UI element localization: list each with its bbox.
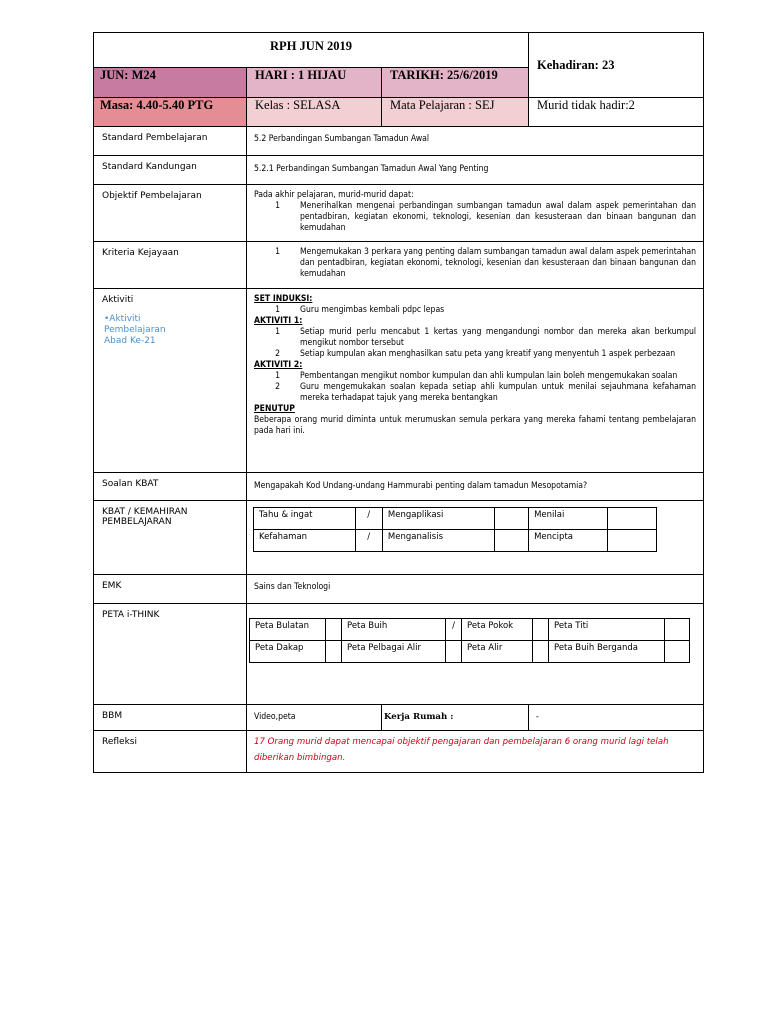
aktiviti-2-heading: AKTIVITI 2: xyxy=(254,360,303,370)
mata-pelajaran: Mata Pelajaran : SEJ xyxy=(382,98,529,127)
jun-code: JUN: M24 xyxy=(94,68,247,98)
list-item: 1 Mengemukakan 3 perkara yang penting dalam sumbangan tamadun awal dalam aspek pemerintahan dan pentadbiran, kegiatan ekonomi, teknologi, kesenian dan kesusteraan dan binaan bangunan dan kemudahan xyxy=(275,247,697,279)
aktiviti-1-heading: AKTIVITI 1: xyxy=(254,316,303,326)
kbat-grid xyxy=(253,507,657,552)
peta-check xyxy=(533,641,549,663)
peta-label: PETA i-THINK xyxy=(94,604,247,705)
list-item: 2 Guru mengemukakan soalan kepada setiap ahli kumpulan untuk menilai sejauhmana kefahaman mereka terhadapat tajuk yang mereka bentangkan xyxy=(275,382,697,403)
penutup-text: Beberapa orang murid diminta untuk merumuskan semula perkara yang mereka fahami tentang pembelajaran pada hari ini. xyxy=(254,415,697,436)
lesson-plan xyxy=(93,32,703,773)
kbat-check xyxy=(494,508,529,530)
hari: HARI : 1 HIJAU xyxy=(247,68,382,98)
list-item: 1 Menerihalkan mengenai perbandingan sumbangan tamadun awal dalam aspek pemerintahan dan pentadbiran, kegiatan ekonomi, teknologi, kesenian dan kesusteraan dan binaan bangunan dan kemudahan xyxy=(275,201,697,233)
peta-check xyxy=(326,619,342,641)
kbat-cell: Mengaplikasi xyxy=(382,508,494,530)
objektif-content xyxy=(247,185,704,242)
penutup-heading: PENUTUP xyxy=(254,404,295,414)
kriteria-content xyxy=(247,242,704,289)
soalan-kbat-value: Mengapakah Kod Undang-undang Hammurabi penting dalam tamadun Mesopotamia? xyxy=(247,473,704,501)
kbat-cell xyxy=(247,501,704,575)
standard-pembelajaran-value: 5.2 Perbandingan Sumbangan Tamadun Awal xyxy=(247,127,704,156)
aktiviti-label-cell xyxy=(94,289,247,473)
kbat-check xyxy=(494,530,529,552)
list-item: 1 Guru mengimbas kembali pdpc lepas xyxy=(275,305,445,315)
refleksi-label: Refleksi xyxy=(94,731,247,773)
peta-check xyxy=(665,619,690,641)
peta-cell: Peta Alir xyxy=(462,641,533,663)
kerja-rumah-label: Kerja Rumah : xyxy=(382,705,529,731)
list-item: 1 Pembentangan mengikut nombor kumpulan dan ahli kumpulan lain boleh mengemukakan soalan xyxy=(275,371,678,381)
peta-cell: Peta Bulatan xyxy=(250,619,326,641)
peta-grid xyxy=(249,618,690,663)
kbat-cell: Kefahaman xyxy=(254,530,356,552)
kbat-check: / xyxy=(355,530,382,552)
peta-cell: Peta Pelbagai Alir xyxy=(342,641,446,663)
peta-cell: Peta Buih xyxy=(342,619,446,641)
kriteria-label: Kriteria Kejayaan xyxy=(94,242,247,289)
standard-kandungan-value: 5.2.1 Perbandingan Sumbangan Tamadun Awal Yang Penting xyxy=(247,156,704,185)
lesson-plan-table xyxy=(93,32,704,773)
tarikh: TARIKH: 25/6/2019 xyxy=(382,68,529,98)
plan-title: RPH JUN 2019 xyxy=(94,33,529,68)
set-induksi-heading: SET INDUKSI: xyxy=(254,294,313,304)
list-item: 2 Setiap kumpulan akan menghasilkan satu peta yang kreatif yang menyentuh 1 aspek perbezaan xyxy=(275,349,676,359)
abad-21-note: •Aktiviti Pembelajaran Abad Ke-21 xyxy=(104,314,166,346)
bbm-label: BBM xyxy=(94,705,247,731)
peta-cell: Peta Buih Berganda xyxy=(549,641,665,663)
peta-cell xyxy=(247,604,704,705)
peta-cell: Peta Pokok xyxy=(462,619,533,641)
kerja-rumah-value: - xyxy=(529,705,704,731)
peta-check xyxy=(533,619,549,641)
murid-tidak-hadir: Murid tidak hadir:2 xyxy=(529,98,704,127)
objektif-intro: Pada akhir pelajaran, murid-murid dapat: xyxy=(254,190,414,200)
masa: Masa: 4.40-5.40 PTG xyxy=(94,98,247,127)
emk-label: EMK xyxy=(94,575,247,604)
peta-check xyxy=(665,641,690,663)
kbat-check xyxy=(608,530,657,552)
kbat-cell: Menganalisis xyxy=(382,530,494,552)
peta-cell: Peta Dakap xyxy=(250,641,326,663)
emk-value: Sains dan Teknologi xyxy=(247,575,704,604)
peta-check xyxy=(446,641,462,663)
soalan-kbat-label: Soalan KBAT xyxy=(94,473,247,501)
kbat-cell: Menilai xyxy=(529,508,608,530)
list-item: 1 Setiap murid perlu mencabut 1 kertas yang mengandungi nombor dan mereka akan berkumpul mengikut nombor tersebut xyxy=(275,327,697,348)
objektif-label: Objektif Pembelajaran xyxy=(94,185,247,242)
kelas: Kelas : SELASA xyxy=(247,98,382,127)
kbat-label: KBAT / KEMAHIRAN PEMBELAJARAN xyxy=(94,501,247,575)
kbat-cell: Mencipta xyxy=(529,530,608,552)
aktiviti-label: Aktiviti xyxy=(102,295,134,305)
kbat-check: / xyxy=(355,508,382,530)
standard-kandungan-label: Standard Kandungan xyxy=(94,156,247,185)
kbat-cell: Tahu & ingat xyxy=(254,508,356,530)
peta-cell: Peta Titi xyxy=(549,619,665,641)
peta-check xyxy=(326,641,342,663)
kbat-check xyxy=(608,508,657,530)
aktiviti-content xyxy=(247,289,704,473)
peta-check: / xyxy=(446,619,462,641)
standard-pembelajaran-label: Standard Pembelajaran xyxy=(94,127,247,156)
refleksi-value: 17 Orang murid dapat mencapai objektif pengajaran dan pembelajaran 6 orang murid lagi telah diberikan bimbingan. xyxy=(247,731,704,773)
bbm-value: Video,peta xyxy=(247,705,382,731)
kehadiran: Kehadiran: 23 xyxy=(529,33,704,98)
